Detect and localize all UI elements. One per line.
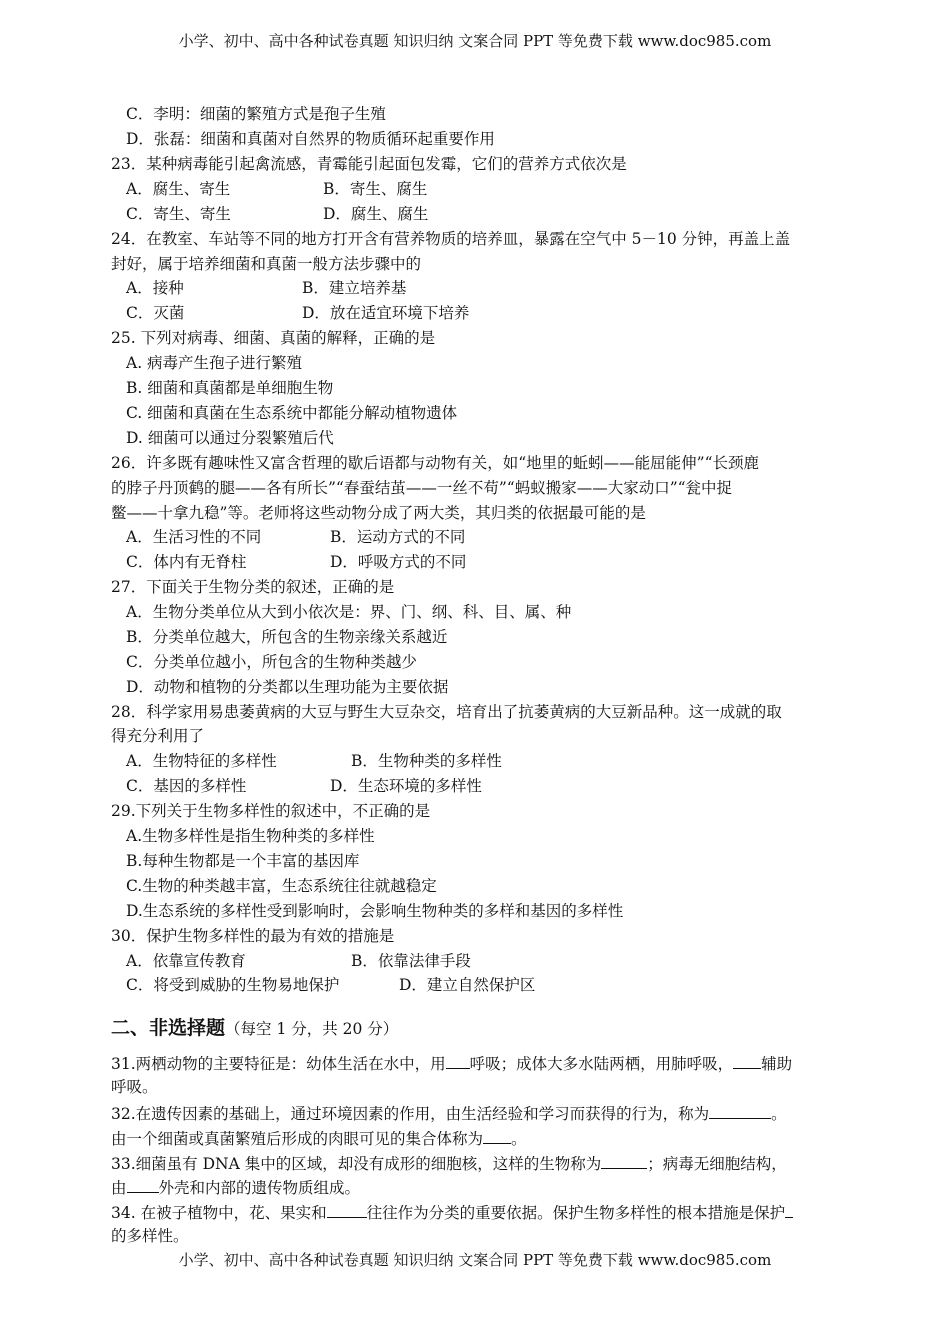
q25-option-b: B. 细菌和真菌都是单细胞生物	[126, 379, 334, 397]
q31-text-2: 呼吸；成体大多水陆两栖，用肺呼吸，	[469, 1055, 734, 1073]
q34-blank-1[interactable]	[327, 1201, 367, 1218]
q33-text-4: 外壳和内部的遗传物质组成。	[158, 1179, 361, 1197]
q22-option-c: C．李明：细菌的繁殖方式是孢子生殖	[126, 105, 386, 123]
q28-option-a: A．生物特征的多样性	[126, 752, 277, 770]
q24-option-a: A．接种	[126, 279, 184, 297]
q34-text-2: 往往作为分类的重要依据。保护生物多样性的根本措施是保护	[366, 1204, 786, 1222]
q25-option-a: A. 病毒产生孢子进行繁殖	[126, 354, 303, 372]
q31-text-1: 31.两栖动物的主要特征是：幼体生活在水中，用	[111, 1055, 446, 1073]
q25-stem: 25. 下列对病毒、细菌、真菌的解释，正确的是	[111, 329, 436, 347]
q24-stem-line1: 24．在教室、车站等不同的地方打开含有营养物质的培养皿，暴露在空气中 5－10 分钟，再盖上盖	[111, 230, 791, 248]
q26-option-d: D．呼吸方式的不同	[330, 553, 467, 571]
q31-blank-1[interactable]	[446, 1052, 470, 1069]
q32-text-4: 。	[511, 1130, 527, 1148]
q34-line2: 的多样性。	[111, 1227, 189, 1245]
q28-option-b: B．生物种类的多样性	[351, 752, 502, 770]
q28-stem-line2: 得充分利用了	[111, 727, 205, 745]
q34-line1	[111, 1201, 793, 1223]
q32-text-2: 。	[771, 1105, 787, 1123]
q29-stem: 29.下列关于生物多样性的叙述中，不正确的是	[111, 802, 431, 820]
q30-option-d: D．建立自然保护区	[399, 976, 536, 994]
q23-option-a: A．腐生、寄生	[126, 180, 231, 198]
page-header: 小学、初中、高中各种试卷真题 知识归纳 文案合同 PPT 等免费下载 www.doc985.com	[178, 32, 772, 50]
q26-stem-line2: 的脖子丹顶鹤的腿——各有所长”“春蚕结茧——一丝不苟”“蚂蚁搬家——大家动口”“瓮中捉	[111, 479, 733, 497]
q32-line2	[111, 1127, 527, 1149]
q33-text-2: ；病毒无细胞结构，	[647, 1155, 787, 1173]
q32-line1	[111, 1102, 787, 1124]
q26-option-b: B．运动方式的不同	[330, 528, 466, 546]
page-footer: 小学、初中、高中各种试卷真题 知识归纳 文案合同 PPT 等免费下载 www.doc985.com	[178, 1251, 772, 1269]
q34-text-1: 34. 在被子植物中，花、果实和	[111, 1204, 327, 1222]
q31-blank-2[interactable]	[733, 1052, 761, 1069]
q27-option-a: A．生物分类单位从大到小依次是：界、门、纲、科、目、属、种	[126, 603, 572, 621]
q32-text-1: 32.在遗传因素的基础上，通过环境因素的作用，由生活经验和学习而获得的行为，称为	[111, 1105, 710, 1123]
q32-blank-2[interactable]	[483, 1127, 511, 1144]
q31-line1	[111, 1052, 792, 1074]
q28-option-c: C．基因的多样性	[126, 777, 247, 795]
q26-option-a: A．生活习性的不同	[126, 528, 262, 546]
q30-option-a: A．依靠宣传教育	[126, 952, 246, 970]
q24-option-d: D．放在适宜环境下培养	[302, 304, 470, 322]
q29-option-b: B.每种生物都是一个丰富的基因库	[126, 852, 360, 870]
q30-option-c: C．将受到威胁的生物易地保护	[126, 976, 340, 994]
q26-stem-line1: 26．许多既有趣味性又富含哲理的歇后语都与动物有关，如“地里的蚯蚓——能屈能伸”“长颈鹿	[111, 454, 759, 472]
section-2-score-note: （每空 1 分，共 20 分）	[225, 1020, 399, 1038]
q30-option-b: B．依靠法律手段	[351, 952, 471, 970]
q24-option-b: B．建立培养基	[302, 279, 407, 297]
q24-stem-line2: 封好，属于培养细菌和真菌一般方法步骤中的	[111, 255, 422, 273]
q24-option-c: C．灭菌	[126, 304, 185, 322]
q27-option-d: D．动物和植物的分类都以生理功能为主要依据	[126, 678, 449, 696]
q30-stem: 30．保护生物多样性的最为有效的措施是	[111, 927, 395, 945]
q27-option-b: B．分类单位越大，所包含的生物亲缘关系越近	[126, 628, 448, 646]
q32-blank-1[interactable]	[709, 1102, 771, 1119]
q23-option-d: D．腐生、腐生	[323, 205, 429, 223]
section-2-title: 二、非选择题	[111, 1017, 226, 1039]
q31-text-3: 辅助	[761, 1055, 793, 1073]
q28-option-d: D．生态环境的多样性	[330, 777, 482, 795]
q29-option-d: D.生态系统的多样性受到影响时，会影响生物种类的多样和基因的多样性	[126, 902, 624, 920]
q23-stem: 23．某种病毒能引起禽流感，青霉能引起面包发霉，它们的营养方式依次是	[111, 155, 627, 173]
q25-option-c: C. 细菌和真菌在生态系统中都能分解动植物遗体	[126, 404, 458, 422]
q26-option-c: C．体内有无脊柱	[126, 553, 247, 571]
q29-option-a: A.生物多样性是指生物种类的多样性	[126, 827, 375, 845]
q23-option-b: B．寄生、腐生	[323, 180, 428, 198]
q33-text-1: 33.细菌虽有 DNA 集中的区域，却没有成形的细胞核，这样的生物称为	[111, 1155, 602, 1173]
q27-stem: 27．下面关于生物分类的叙述，正确的是	[111, 578, 395, 596]
q26-stem-line3: 鳖——十拿九稳”等。老师将这些动物分成了两大类，其归类的依据最可能的是	[111, 504, 646, 522]
q34-blank-2[interactable]	[785, 1201, 793, 1218]
q33-line2	[111, 1176, 360, 1198]
q33-text-3: 由	[111, 1179, 127, 1197]
q27-option-c: C．分类单位越小，所包含的生物种类越少	[126, 653, 417, 671]
q31-line2: 呼吸。	[111, 1078, 158, 1096]
q33-blank-1[interactable]	[601, 1152, 647, 1169]
q22-option-d: D．张磊：细菌和真菌对自然界的物质循环起重要作用	[126, 130, 495, 148]
q25-option-d: D. 细菌可以通过分裂繁殖后代	[126, 429, 334, 447]
q32-text-3: 由一个细菌或真菌繁殖后形成的肉眼可见的集合体称为	[111, 1130, 484, 1148]
q29-option-c: C.生物的种类越丰富，生态系统往往就越稳定	[126, 877, 437, 895]
q23-option-c: C．寄生、寄生	[126, 205, 231, 223]
q28-stem-line1: 28．科学家用易患萎黄病的大豆与野生大豆杂交，培育出了抗萎黄病的大豆新品种。这一成就的取	[111, 703, 782, 721]
q33-line1	[111, 1152, 787, 1174]
q33-blank-2[interactable]	[127, 1176, 159, 1193]
section-2-heading	[111, 1013, 398, 1040]
